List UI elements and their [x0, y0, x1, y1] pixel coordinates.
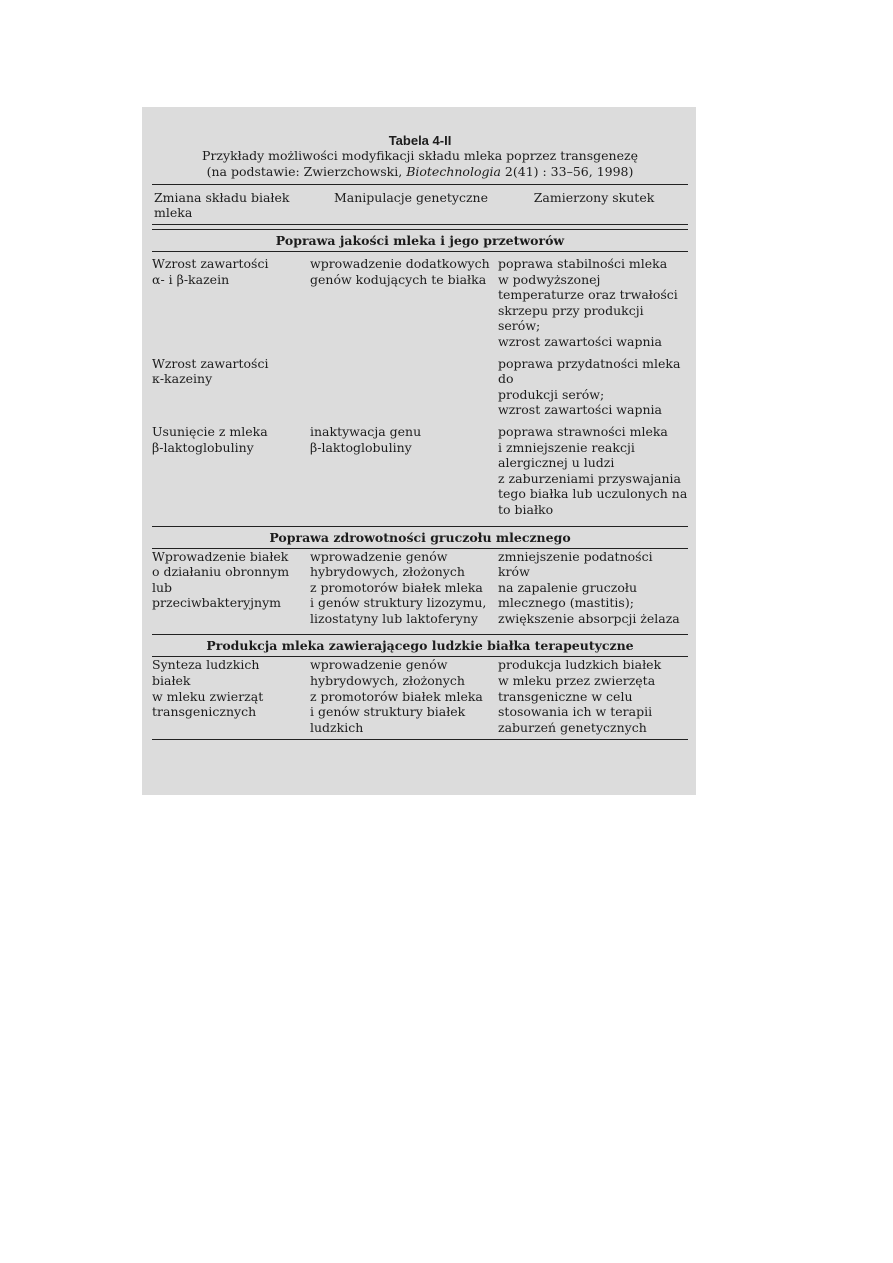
column-header-effect: Zamierzony skutek	[533, 190, 655, 205]
cell-manipulation: wprowadzenie genów hybrydowych, złożonych z promotorów białek mleka i genów struktury białek ludzkich	[310, 657, 483, 735]
column-header-manipulation: Manipulacje genetyczne	[333, 190, 489, 205]
cell-effect: poprawa stabilności mleka w podwyższonej temperaturze oraz trwałości skrzepu przy produkcji serów; wzrost zawartości wapnia	[498, 256, 678, 349]
cell-effect: poprawa przydatności mleka do produkcji serów; wzrost zawartości wapnia	[498, 355, 681, 418]
cell-manipulation: inaktywacja genu β-laktoglobuliny	[310, 423, 422, 455]
table-scan	[142, 107, 696, 795]
cell-change: Usunięcie z mleka β-laktoglobuliny	[152, 423, 268, 455]
subtitle-source-pre: (na podstawie: Zwierzchowski,	[206, 164, 407, 179]
table-row	[152, 657, 688, 735]
section-heading-quality: Poprawa jakości mleka i jego przetworów	[275, 233, 565, 248]
table-title: Tabela 4-II	[388, 133, 452, 148]
subtitle-line1: Przykłady możliwości modyfikacji składu mleka poprzez transgenezę	[202, 148, 638, 163]
subtitle-line2	[152, 164, 688, 180]
section-heading-therapeutic: Produkcja mleka zawierającego ludzkie białka terapeutyczne	[206, 638, 634, 654]
bottom-rule	[152, 739, 688, 740]
cell-manipulation: wprowadzenie dodatkowych genów kodujących te białka	[310, 256, 490, 287]
cell-change: Wprowadzenie białek o działaniu obronnym lub przeciwbakteryjnym	[152, 548, 290, 611]
column-header-row	[152, 185, 688, 224]
subtitle-journal: Biotechnologia	[406, 164, 501, 179]
cell-change: Wzrost zawartości α- i β-kazein	[152, 256, 269, 287]
column-header-change: Zmiana składu białek mleka	[154, 190, 290, 220]
cell-change: Synteza ludzkich białek w mleku zwierząt transgenicznych	[152, 657, 264, 720]
table-row	[152, 356, 688, 418]
table-row	[152, 424, 688, 518]
table-subtitle	[152, 148, 688, 180]
table-row	[152, 256, 688, 350]
cell-effect: zmniejszenie podatności krów na zapalenie gruczołu mlecznego (mastitis); zwiększenie absorpcji żelaza	[498, 548, 680, 626]
section-heading-health: Poprawa zdrowotności gruczołu mlecznego	[269, 529, 571, 545]
cell-manipulation	[298, 356, 498, 418]
cell-manipulation: wprowadzenie genów hybrydowych, złożonych z promotorów białek mleka i genów struktury lizozymu, lizostatyny lub laktoferyny	[310, 548, 487, 626]
cell-change: Wzrost zawartości κ-kazeiny	[152, 355, 269, 387]
cell-effect: produkcja ludzkich białek w mleku przez zwierzęta transgeniczne w celu stosowania ich w terapii zaburzeń genetycznych	[498, 657, 662, 735]
table-row	[152, 549, 688, 627]
cell-effect: poprawa strawności mleka i zmniejszenie reakcji alergicznej u ludzi z zaburzeniami przyswajania tego białka lub uczulonych na to białko	[498, 423, 688, 517]
subtitle-source-post: 2(41) : 33–56, 1998)	[500, 164, 634, 179]
